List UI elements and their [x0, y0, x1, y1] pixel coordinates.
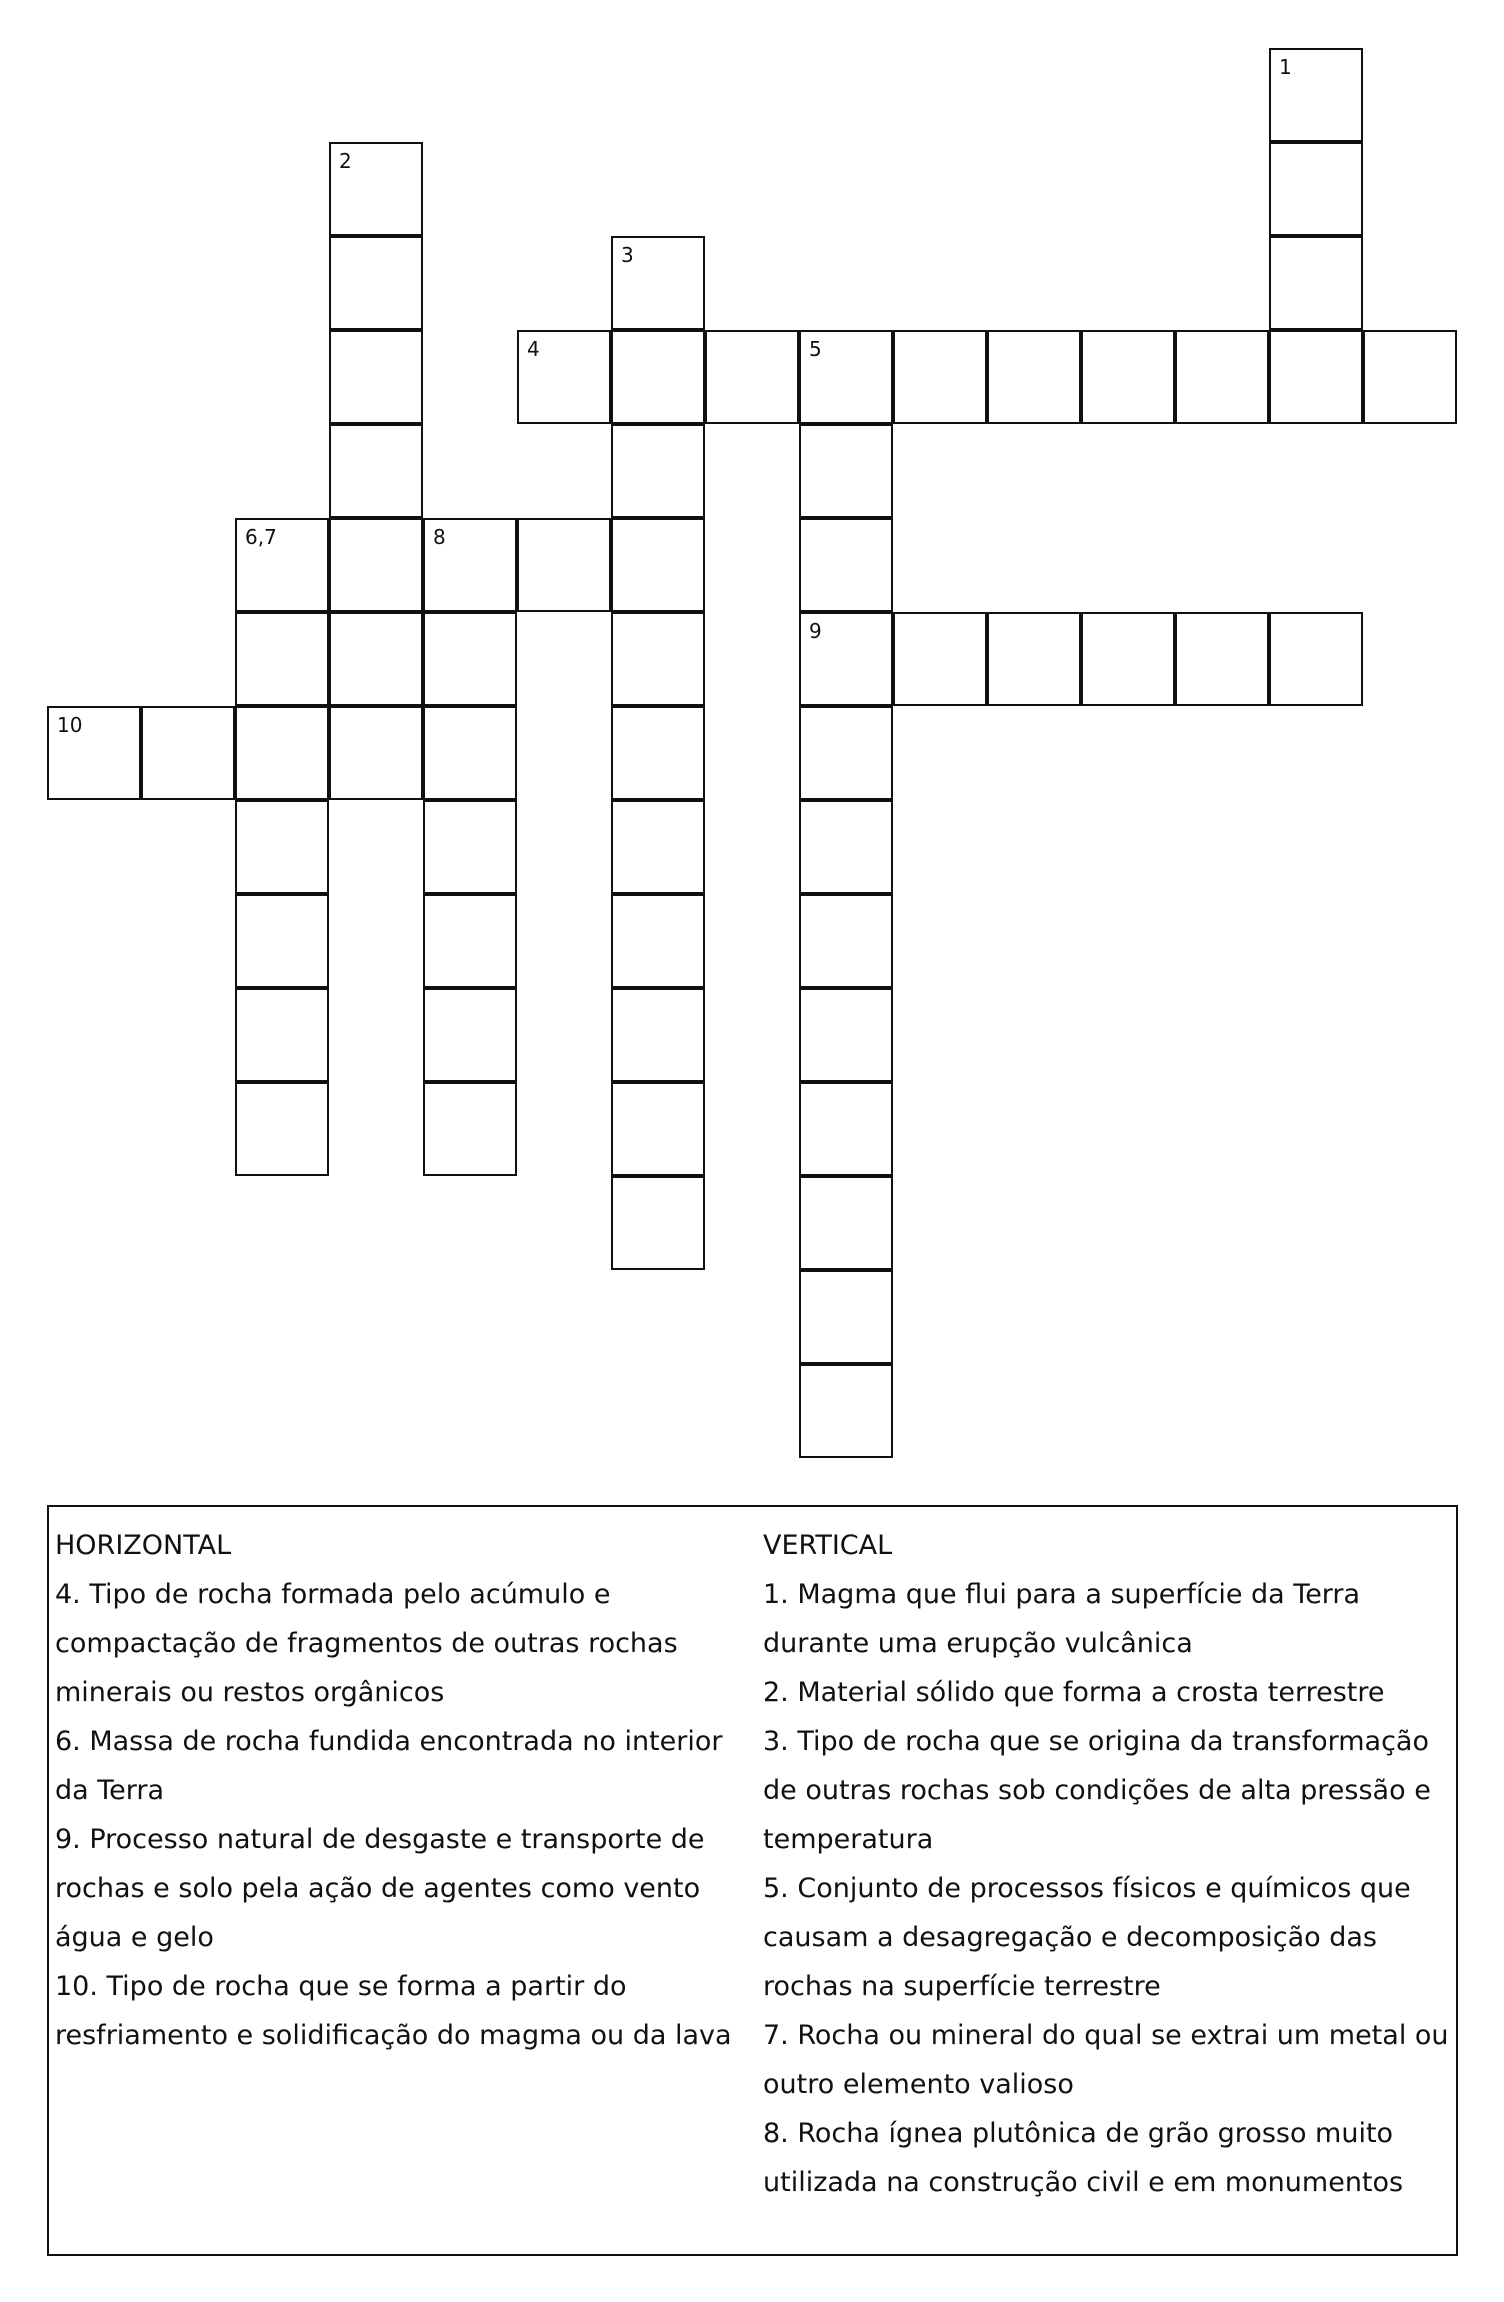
clue-number: 1 [1279, 55, 1292, 79]
crossword-cell[interactable] [611, 518, 705, 612]
crossword-cell[interactable] [235, 1082, 329, 1176]
crossword-cell[interactable] [611, 330, 705, 424]
crossword-cell[interactable] [517, 330, 611, 424]
clue-down-1: 1. Magma que flui para a superfície da Terra durante uma erupção vulcânica [763, 1579, 1361, 1659]
vertical-clues [763, 1521, 1453, 2207]
crossword-cell[interactable] [893, 612, 987, 706]
crossword-cell[interactable] [611, 612, 705, 706]
crossword-cell[interactable] [799, 1270, 893, 1364]
crossword-cell[interactable] [1269, 142, 1363, 236]
crossword-cell[interactable] [423, 706, 517, 800]
clue-across-4: 4. Tipo de rocha formada pelo acúmulo e compactação de fragmentos de outras rochas minerais ou restos orgânicos [55, 1579, 678, 1708]
crossword-cell[interactable] [1269, 236, 1363, 330]
crossword-cell[interactable] [611, 1082, 705, 1176]
clue-number: 10 [57, 713, 83, 737]
crossword-cell[interactable] [893, 330, 987, 424]
crossword-cell[interactable] [235, 518, 329, 612]
crossword-cell[interactable] [611, 894, 705, 988]
crossword-cell[interactable] [329, 518, 423, 612]
crossword-cell[interactable] [799, 706, 893, 800]
crossword-cell[interactable] [611, 800, 705, 894]
clue-across-6: 6. Massa de rocha fundida encontrada no interior da Terra [55, 1726, 723, 1806]
crossword-cell[interactable] [329, 706, 423, 800]
clue-number: 5 [809, 337, 822, 361]
crossword-cell[interactable] [799, 518, 893, 612]
crossword-cell[interactable] [799, 1364, 893, 1458]
crossword-cell[interactable] [517, 518, 611, 612]
clue-down-2: 2. Material sólido que forma a crosta terrestre [763, 1677, 1385, 1708]
crossword-cell[interactable] [1175, 330, 1269, 424]
clue-number: 8 [433, 525, 446, 549]
crossword-cell[interactable] [235, 706, 329, 800]
crossword-cell[interactable] [235, 612, 329, 706]
crossword-cell[interactable] [423, 612, 517, 706]
crossword-cell[interactable] [799, 612, 893, 706]
clue-number: 4 [527, 337, 540, 361]
crossword-cell[interactable] [611, 1176, 705, 1270]
crossword-cell[interactable] [799, 1082, 893, 1176]
crossword-cell[interactable] [611, 988, 705, 1082]
clues-panel [47, 1505, 1458, 2256]
crossword-cell[interactable] [235, 894, 329, 988]
crossword-cell[interactable] [423, 518, 517, 612]
vertical-heading: VERTICAL [763, 1530, 893, 1561]
crossword-cell[interactable] [423, 1082, 517, 1176]
crossword-cell[interactable] [611, 424, 705, 518]
crossword-cell[interactable] [611, 706, 705, 800]
crossword-cell[interactable] [47, 706, 141, 800]
crossword-cell[interactable] [987, 330, 1081, 424]
crossword-cell[interactable] [1081, 612, 1175, 706]
crossword-cell[interactable] [799, 424, 893, 518]
crossword-cell[interactable] [329, 424, 423, 518]
clue-across-10: 10. Tipo de rocha que se forma a partir do resfriamento e solidificação do magma ou da lava [55, 1971, 732, 2051]
crossword-cell[interactable] [987, 612, 1081, 706]
crossword-cell[interactable] [1269, 612, 1363, 706]
crossword-cell[interactable] [799, 1176, 893, 1270]
crossword-cell[interactable] [1269, 48, 1363, 142]
crossword-cell[interactable] [235, 800, 329, 894]
crossword-cell[interactable] [799, 800, 893, 894]
clue-down-7: 7. Rocha ou mineral do qual se extrai um metal ou outro elemento valioso [763, 2020, 1449, 2100]
crossword-cell[interactable] [423, 894, 517, 988]
clue-down-8: 8. Rocha ígnea plutônica de grão grosso muito utilizada na construção civil e em monumentos [763, 2118, 1404, 2198]
crossword-cell[interactable] [141, 706, 235, 800]
clue-across-9: 9. Processo natural de desgaste e transporte de rochas e solo pela ação de agentes como vento água e gelo [55, 1824, 705, 1953]
crossword-cell[interactable] [611, 236, 705, 330]
clue-number: 9 [809, 619, 822, 643]
horizontal-clues [55, 1521, 755, 2060]
crossword-cell[interactable] [799, 988, 893, 1082]
crossword-cell[interactable] [329, 142, 423, 236]
crossword-cell[interactable] [423, 988, 517, 1082]
crossword-cell[interactable] [329, 330, 423, 424]
clue-down-5: 5. Conjunto de processos físicos e químicos que causam a desagregação e decomposição das rochas na superfície terrestre [763, 1873, 1411, 2002]
crossword-cell[interactable] [799, 330, 893, 424]
clue-number: 2 [339, 149, 352, 173]
clue-down-3: 3. Tipo de rocha que se origina da transformação de outras rochas sob condições de alta pressão e temperatura [763, 1726, 1431, 1855]
clue-number: 3 [621, 243, 634, 267]
crossword-cell[interactable] [1269, 330, 1363, 424]
crossword-cell[interactable] [1081, 330, 1175, 424]
horizontal-heading: HORIZONTAL [55, 1530, 232, 1561]
crossword-cell[interactable] [705, 330, 799, 424]
crossword-cell[interactable] [423, 800, 517, 894]
clue-number: 6,7 [245, 525, 277, 549]
crossword-cell[interactable] [799, 894, 893, 988]
crossword-cell[interactable] [1363, 330, 1457, 424]
crossword-cell[interactable] [1175, 612, 1269, 706]
crossword-cell[interactable] [329, 612, 423, 706]
crossword-cell[interactable] [235, 988, 329, 1082]
crossword-cell[interactable] [329, 236, 423, 330]
